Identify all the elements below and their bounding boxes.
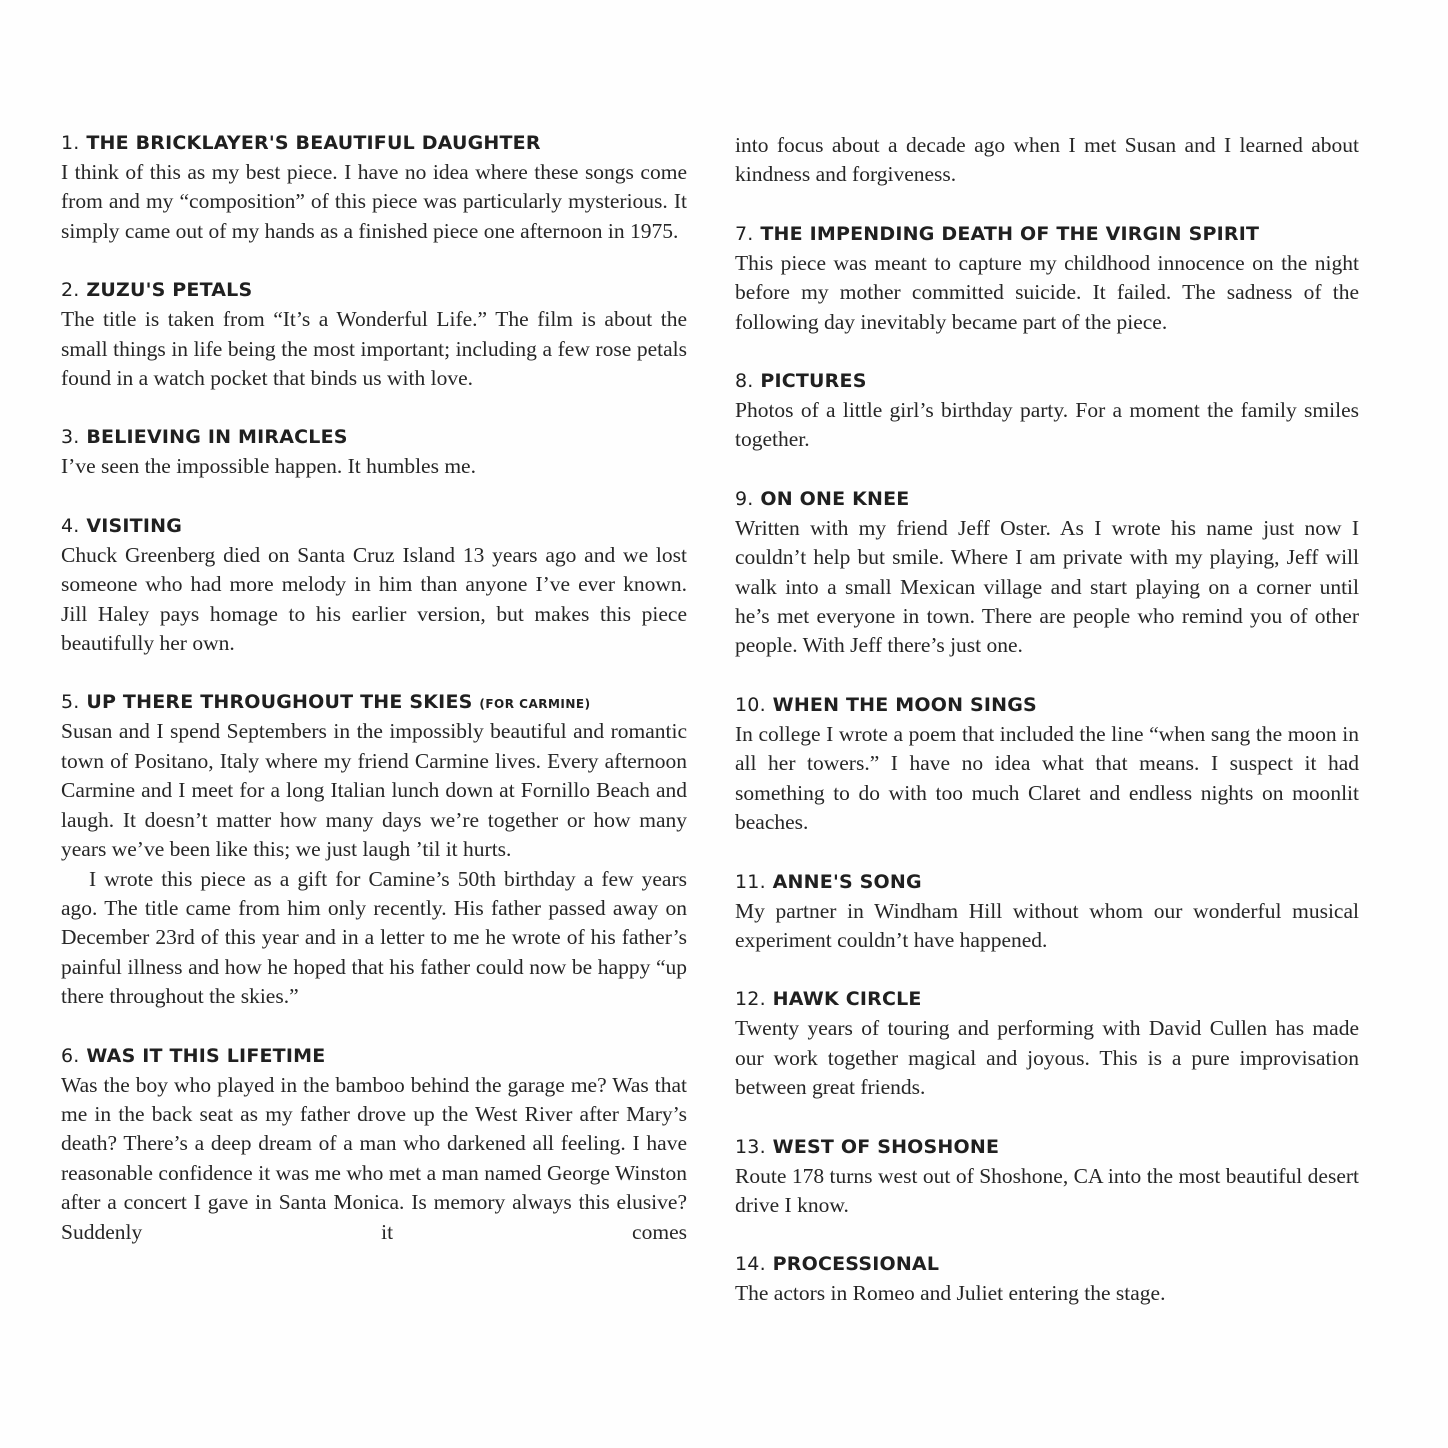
track-9-heading <box>735 484 1359 514</box>
track-description: Twenty years of touring and performing with David Cullen has made our work together magical and joyous. This is a pure improvisation between great friends. <box>735 1016 1359 1100</box>
track-number: 11. <box>735 870 766 893</box>
track-description: This piece was meant to capture my childhood innocence on the night before my mother committed suicide. It failed. The sadness of the following day inevitably became part of the piece. <box>735 250 1359 334</box>
track-description: Chuck Greenberg died on Santa Cruz Island 13 years ago and we lost someone who had more melody in him than anyone I’ve ever known. Jill Haley pays homage to his earlier version, but makes this piece beautifully her own. <box>61 542 687 656</box>
track-title: VISITING <box>86 514 183 537</box>
track-14-notes <box>735 1249 1359 1308</box>
track-number: 2. <box>61 279 80 302</box>
track-5-heading <box>61 687 687 717</box>
track-title: WHEN THE MOON SINGS <box>772 693 1037 716</box>
track-description: The title is taken from “It’s a Wonderful Life.” The film is about the small things in life being the most important; including a few rose petals found in a watch pocket that binds us with love. <box>61 307 687 391</box>
track-description: In college I wrote a poem that included the line “when sang the moon in all her towers.” I have no idea what that means. I suspect it had something to do with too much Claret and endless nights on moonlit beaches. <box>735 721 1359 835</box>
track-7-heading <box>735 219 1359 249</box>
track-description: I’ve seen the impossible happen. It humbles me. <box>61 454 476 479</box>
track-13-notes <box>735 1132 1359 1221</box>
track-title: ON ONE KNEE <box>760 487 910 510</box>
track-description-continuation: into focus about a decade ago when I met Susan and I learned about kindness and forgiveness. <box>735 133 1359 187</box>
track-8-notes <box>735 366 1359 455</box>
track-description: Susan and I spend Septembers in the impossibly beautiful and romantic town of Positano, Italy where my friend Carmine lives. Every afternoon Carmine and I meet for a long Italian lunch down at Fornillo Beach and laugh. It doesn’t matter how many days we’re together or how many years we’ve been like this; we just laugh ’til it hurts. <box>61 719 687 862</box>
track-3-heading <box>61 422 687 452</box>
track-14-heading <box>735 1249 1359 1279</box>
track-description: I think of this as my best piece. I have no idea where these songs come from and my “composition” of this piece was particularly mysterious. It simply came out of my hands as a finished piece one afternoon in 1975. <box>61 160 687 243</box>
track-number: 1. <box>61 132 80 154</box>
track-12-notes <box>735 984 1359 1102</box>
track-title: HAWK CIRCLE <box>772 988 922 1011</box>
track-number: 4. <box>61 514 80 537</box>
track-description: The actors in Romeo and Juliet entering the stage. <box>735 1281 1166 1306</box>
track-2-notes <box>61 275 687 393</box>
track-5-notes <box>61 687 687 1011</box>
track-description: Written with my friend Jeff Oster. As I wrote his name just now I couldn’t help but smile. Where I am private with my playing, Jeff will walk into a small Mexican village and start playing on a corner until he’s met everyone in town. There are people who remind you of other people. With Jeff there’s just one. <box>735 515 1359 658</box>
track-title: THE IMPENDING DEATH OF THE VIRGIN SPIRIT <box>760 222 1260 245</box>
track-10-heading <box>735 690 1359 720</box>
track-description: Was the boy who played in the bamboo behind the garage me? Was that me in the back seat as my father drove up the West River after Mary’s death? There’s a deep dream of a man who darkened all feeling. I have reasonable confidence it was me who met a man named George Winston after a concert I gave in Santa Monica. Is memory always this elusive? Suddenly it comes <box>61 1072 687 1244</box>
track-6-heading <box>61 1041 687 1071</box>
track-1-notes <box>61 128 687 246</box>
track-title: ZUZU'S PETALS <box>86 279 253 302</box>
track-number: 14. <box>735 1253 766 1276</box>
track-number: 5. <box>61 691 80 714</box>
track-12-heading <box>735 984 1359 1014</box>
track-13-heading <box>735 1132 1359 1162</box>
track-4-heading <box>61 511 687 541</box>
track-number: 3. <box>61 426 80 449</box>
track-6-notes <box>61 1041 687 1247</box>
track-title: ANNE'S SONG <box>772 870 922 893</box>
track-subtitle: (FOR CARMINE) <box>479 697 591 712</box>
track-title: PROCESSIONAL <box>772 1253 940 1276</box>
track-number: 10. <box>735 693 766 716</box>
track-11-heading <box>735 867 1359 897</box>
track-number: 13. <box>735 1135 766 1158</box>
track-10-notes <box>735 690 1359 838</box>
right-column <box>735 131 1359 1309</box>
track-7-notes <box>735 219 1359 337</box>
track-8-heading <box>735 366 1359 396</box>
track-title: WEST OF SHOSHONE <box>772 1135 1000 1158</box>
track-2-heading <box>61 275 687 305</box>
track-title: WAS IT THIS LIFETIME <box>86 1044 326 1067</box>
track-4-notes <box>61 511 687 659</box>
track-number: 8. <box>735 370 754 393</box>
track-title: THE BRICKLAYER'S BEAUTIFUL DAUGHTER <box>86 132 541 154</box>
track-description-continued: I wrote this piece as a gift for Camine’s 50th birthday a few years ago. The title came from him only recently. His father passed away on December 23rd of this year and in a letter to me he wrote of his father’s painful illness and how he hoped that his father could now be happy “up there throughout the skies.” <box>61 866 687 1009</box>
track-1-heading <box>61 128 687 158</box>
track-description: Photos of a little girl’s birthday party. For a moment the family smiles together. <box>735 398 1359 452</box>
left-column <box>61 128 687 1247</box>
track-number: 6. <box>61 1044 80 1067</box>
track-number: 12. <box>735 988 766 1011</box>
track-description: My partner in Windham Hill without whom our wonderful musical experiment couldn’t have happened. <box>735 898 1359 952</box>
track-11-notes <box>735 867 1359 956</box>
track-title: PICTURES <box>760 370 867 393</box>
track-number: 9. <box>735 487 754 510</box>
track-title: UP THERE THROUGHOUT THE SKIES <box>86 691 473 714</box>
track-6-notes-continued <box>735 131 1359 190</box>
track-3-notes <box>61 422 687 481</box>
track-title: BELIEVING IN MIRACLES <box>86 426 348 449</box>
track-9-notes <box>735 484 1359 661</box>
track-description: Route 178 turns west out of Shoshone, CA into the most beautiful desert drive I know. <box>735 1163 1359 1217</box>
track-number: 7. <box>735 222 754 245</box>
